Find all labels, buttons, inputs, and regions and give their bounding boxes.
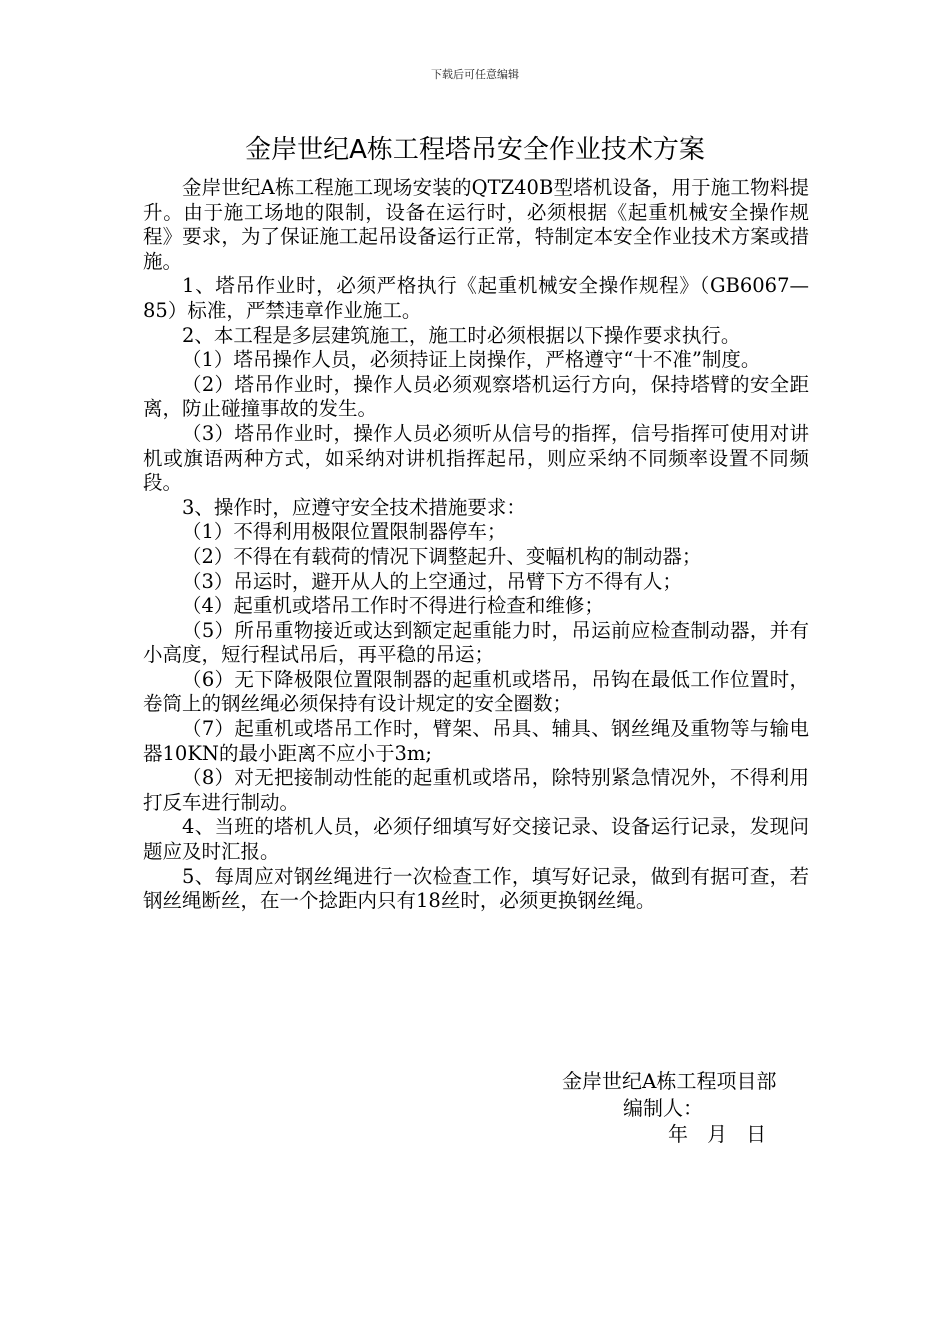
paragraph-item-1: 1、塔吊作业时，必须严格执行《起重机械安全操作规程》（GB6067—85）标准，严禁违章作业施工。 [143, 274, 809, 322]
signature-editor: 编制人： [623, 1096, 703, 1120]
paragraph-item-3-4: （4）起重机或塔吊工作时不得进行检查和维修； [182, 594, 604, 618]
paragraph-item-3-7: （7）起重机或塔吊工作时，臂架、吊具、辅具、钢丝绳及重物等与输电器10KN的最小距离不应小于3m; [143, 717, 809, 765]
paragraph-item-4: 4、当班的塔机人员，必须仔细填写好交接记录、设备运行记录，发现问题应及时汇报。 [143, 815, 809, 864]
paragraph-item-3: 3、操作时，应遵守安全技术措施要求： [182, 495, 526, 519]
signature-date: 年 月 日 [668, 1122, 767, 1146]
paragraph-item-3-3: （3）吊运时，避开从人的上空通过，吊臂下方不得有人； [182, 569, 682, 593]
document-title: 金岸世纪A栋工程塔吊安全作业技术方案 [245, 135, 705, 165]
paragraph-item-3-6: （6）无下降极限位置限制器的起重机或塔吊，吊钩在最低工作位置时，卷筒上的钢丝绳必须保持有设计规定的安全圈数； [143, 667, 809, 716]
paragraph-item-2-2: （2）塔吊作业时，操作人员必须观察塔机运行方向，保持塔臂的安全距离，防止碰撞事故的发生。 [143, 372, 809, 421]
paragraph-item-3-8: （8）对无把接制动性能的起重机或塔吊，除特别紧急情况外，不得利用打反车进行制动。 [143, 766, 809, 814]
paragraph-item-2-3: （3）塔吊作业时，操作人员必须听从信号的指挥，信号指挥可使用对讲机或旗语两种方式，如采纳对讲机指挥起吊，则应采纳不同频率设置不同频段。 [143, 421, 809, 495]
intro-paragraph: 金岸世纪A栋工程施工现场安装的QTZ40B型塔机设备，用于施工物料提升。由于施工场地的限制，设备在运行时，必须根据《起重机械安全操作规程》要求，为了保证施工起吊设备运行正常，特制定本安全作业技术方案或措施。 [143, 176, 809, 273]
document-body [143, 176, 809, 914]
signature-organization: 金岸世纪A栋工程项目部 [562, 1069, 777, 1093]
paragraph-item-3-1: （1）不得利用极限位置限制器停车； [182, 520, 507, 544]
header-note: 下载后可任意编辑 [431, 68, 519, 81]
paragraph-item-5: 5、每周应对钢丝绳进行一次检查工作，填写好记录，做到有据可查，若钢丝绳断丝，在一个捻距内只有18丝时，必须更换钢丝绳。 [143, 864, 809, 913]
paragraph-item-2: 2、本工程是多层建筑施工，施工时必须根据以下操作要求执行。 [182, 323, 741, 347]
paragraph-item-3-5: （5）所吊重物接近或达到额定起重能力时，吊运前应检查制动器，并有小高度，短行程试吊后，再平稳的吊运； [143, 618, 809, 667]
paragraph-item-3-2: （2）不得在有载荷的情况下调整起升、变幅机构的制动器； [182, 544, 702, 568]
paragraph-item-2-1: （1）塔吊操作人员，必须持证上岗操作，严格遵守“十不准”制度。 [182, 348, 761, 372]
